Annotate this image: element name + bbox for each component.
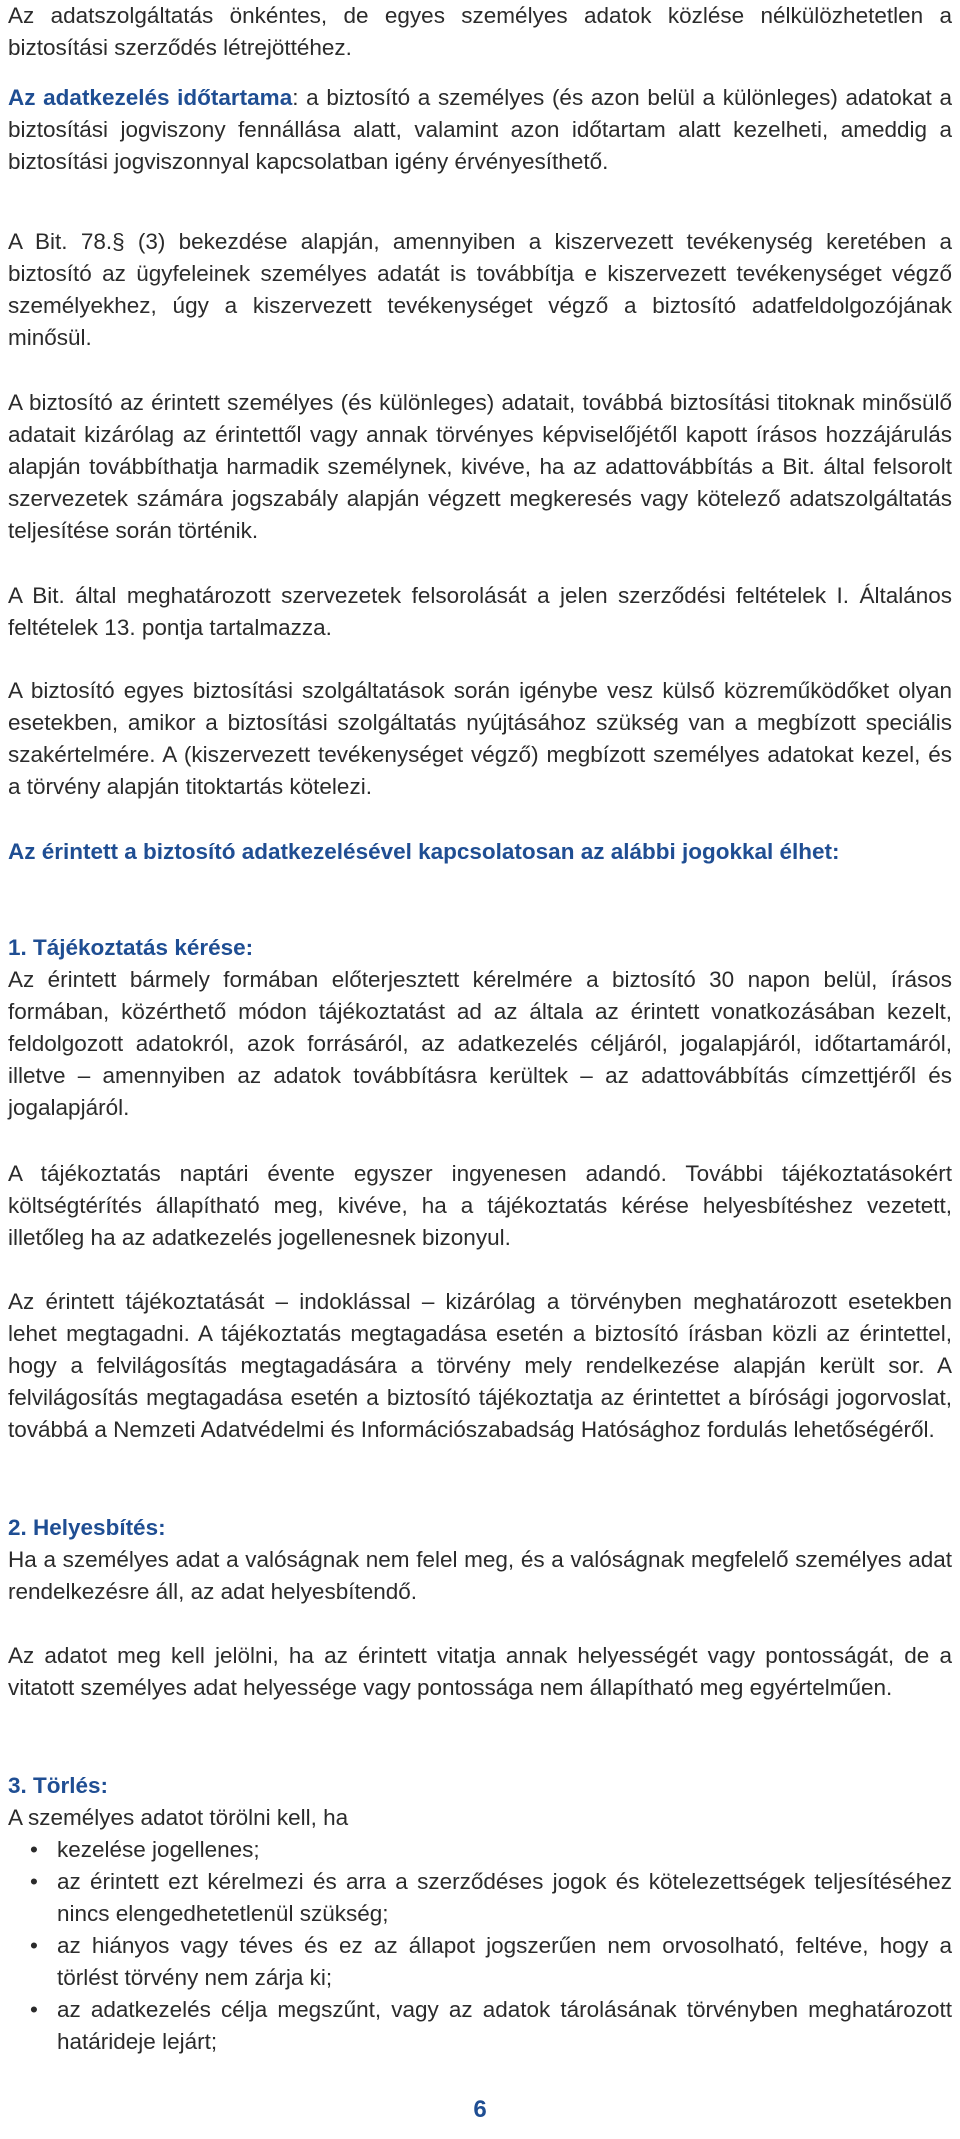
paragraph-information-request xyxy=(8,964,952,1124)
paragraph-data-transfer xyxy=(8,387,952,547)
section-heading-rectification: 2. Helyesbítés: xyxy=(8,1515,166,1540)
paragraph-text: Az adatot meg kell jelölni, ha az érintett vitatja annak helyességét vagy pontosságát, de a vitatott személyes adat helyessége vagy pontossága nem állapítható meg egyértelműen. xyxy=(8,1643,952,1700)
paragraph-text: A tájékoztatás naptári évente egyszer ingyenesen adandó. További tájékoztatásokért költségtérítés állapítható meg, kivéve, ha a tájékoztatás kérése helyesbítéshez vezetett, illetőleg ha az adatkezelés jogellenesnek bizonyul. xyxy=(8,1161,952,1250)
section-heading-erasure: 3. Törlés: xyxy=(8,1773,109,1798)
paragraph-text: A Bit. 78.§ (3) bekezdése alapján, amennyiben a kiszervezett tevékenység keretében a biztosító az ügyfeleinek személyes adatát is továbbítja e kiszervezett tevékenységet végző személyekhez, úgy a kiszervezett tevékenységet végző a biztosító adatfeldolgozójának minősül. xyxy=(8,229,952,350)
paragraph-information-refusal xyxy=(8,1286,952,1446)
page-number: 6 xyxy=(473,2096,487,2123)
erasure-list xyxy=(8,1834,952,2058)
paragraph-information-fee xyxy=(8,1158,952,1254)
erasure-intro: A személyes adatot törölni kell, ha xyxy=(8,1805,349,1830)
paragraph-text: Az érintett tájékoztatását – indoklással – kizárólag a törvényben meghatározott esetekben lehet megtagadni. A tájékoztatás megtagadása esetén a biztosító írásban közli az érintettel, hogy a felvilágosítás megtagadására a törvény mely rendelkezése alapján került sor. A felvilágosítás megtagadása esetén a biztosító tájékoztatja az érintettet a bírósági jogorvoslat, továbbá a Nemzeti Adatvédelmi és Információszabadság Hatósághoz fordulás lehetőségéről. xyxy=(8,1289,952,1442)
list-item-text: az érintett ezt kérelmezi és arra a szerződéses jogok és kötelezettségek teljesítéséhez nincs elengedhetetlenül szükség; xyxy=(57,1869,952,1926)
bullet-icon: • xyxy=(30,1869,38,1894)
list-item-text: az adatkezelés célja megszűnt, vagy az adatok tárolásának törvényben meghatározott határideje lejárt; xyxy=(57,1997,952,2054)
paragraph-text: Az érintett bármely formában előterjesztett kérelmére a biztosító 30 napon belül, írásos formában, közérthető módon tájékoztatást ad az általa az érintett vonatkozásában kezelt, feldolgozott adatokról, azok forrásáról, az adatkezelés céljáról, jogalapjáról, időtartamáról, illetve – amennyiben az adatok továbbításra kerültek – az adattovábbítás címzettjéről és jogalapjáról. xyxy=(8,967,952,1120)
paragraph-rectification xyxy=(8,1544,952,1608)
list-item xyxy=(8,1994,952,2058)
paragraph-text: A Bit. által meghatározott szervezetek felsorolását a jelen szerződési feltételek I. Általános feltételek 13. pontja tartalmazza. xyxy=(8,583,952,640)
paragraph-text: A biztosító egyes biztosítási szolgáltatások során igénybe vesz külső közreműködőket olyan esetekben, amikor a biztosítási szolgáltatás nyújtásához szükség van a megbízott speciális szakértelmére. A (kiszervezett tevékenységet végző) megbízott személyes adatokat kezel, és a törvény alapján titoktartás kötelezi. xyxy=(8,678,952,799)
list-item-text: az hiányos vagy téves és ez az állapot jogszerűen nem orvosolható, feltéve, hogy a törlést törvény nem zárja ki; xyxy=(57,1933,952,1990)
retention-label: Az adatkezelés időtartama xyxy=(8,85,293,110)
list-item-text: kezelése jogellenes; xyxy=(57,1837,260,1862)
bullet-icon: • xyxy=(30,1837,38,1862)
bullet-icon: • xyxy=(30,1933,38,1958)
paragraph-retention-period xyxy=(8,82,952,178)
paragraph-text: Ha a személyes adat a valóságnak nem felel meg, és a valóságnak megfelelő személyes adat rendelkezésre áll, az adat helyesbítendő. xyxy=(8,1547,952,1604)
paragraph-organizations xyxy=(8,580,952,644)
paragraph-outsourcing xyxy=(8,226,952,354)
paragraph-contributors xyxy=(8,675,952,803)
paragraph-text: Az adatszolgáltatás önkéntes, de egyes személyes adatok közlése nélkülözhetetlen a biztosítási szerződés létrejöttéhez. xyxy=(8,3,952,60)
list-item xyxy=(8,1866,952,1930)
list-item xyxy=(8,1834,952,1866)
section-heading-information: 1. Tájékoztatás kérése: xyxy=(8,935,254,960)
paragraph-marking xyxy=(8,1640,952,1704)
paragraph-text: A biztosító az érintett személyes (és különleges) adatait, továbbá biztosítási titoknak minősülő adatait kizárólag az érintettől vagy annak törvényes képviselőjétől kapott írásos hozzájárulás alapján továbbíthatja harmadik személynek, kivéve, ha az adattovábbítás a Bit. által felsorolt szervezetek számára jogszabály alapján végzett megkeresés vagy kötelező adatszolgáltatás teljesítése során történik. xyxy=(8,390,952,543)
rights-heading: Az érintett a biztosító adatkezelésével kapcsolatosan az alábbi jogokkal élhet: xyxy=(8,839,840,864)
bullet-icon: • xyxy=(30,1997,38,2022)
retention-text: : a biztosító a személyes (és azon belül a különleges) adatokat a biztosítási jogviszony fennállása alatt, valamint azon időtartam alatt kezelheti, ameddig a biztosítási jogviszonnyal kapcsolatban igény érvényesíthető. xyxy=(8,85,952,174)
list-item xyxy=(8,1930,952,1994)
paragraph-data-provision xyxy=(8,0,952,64)
